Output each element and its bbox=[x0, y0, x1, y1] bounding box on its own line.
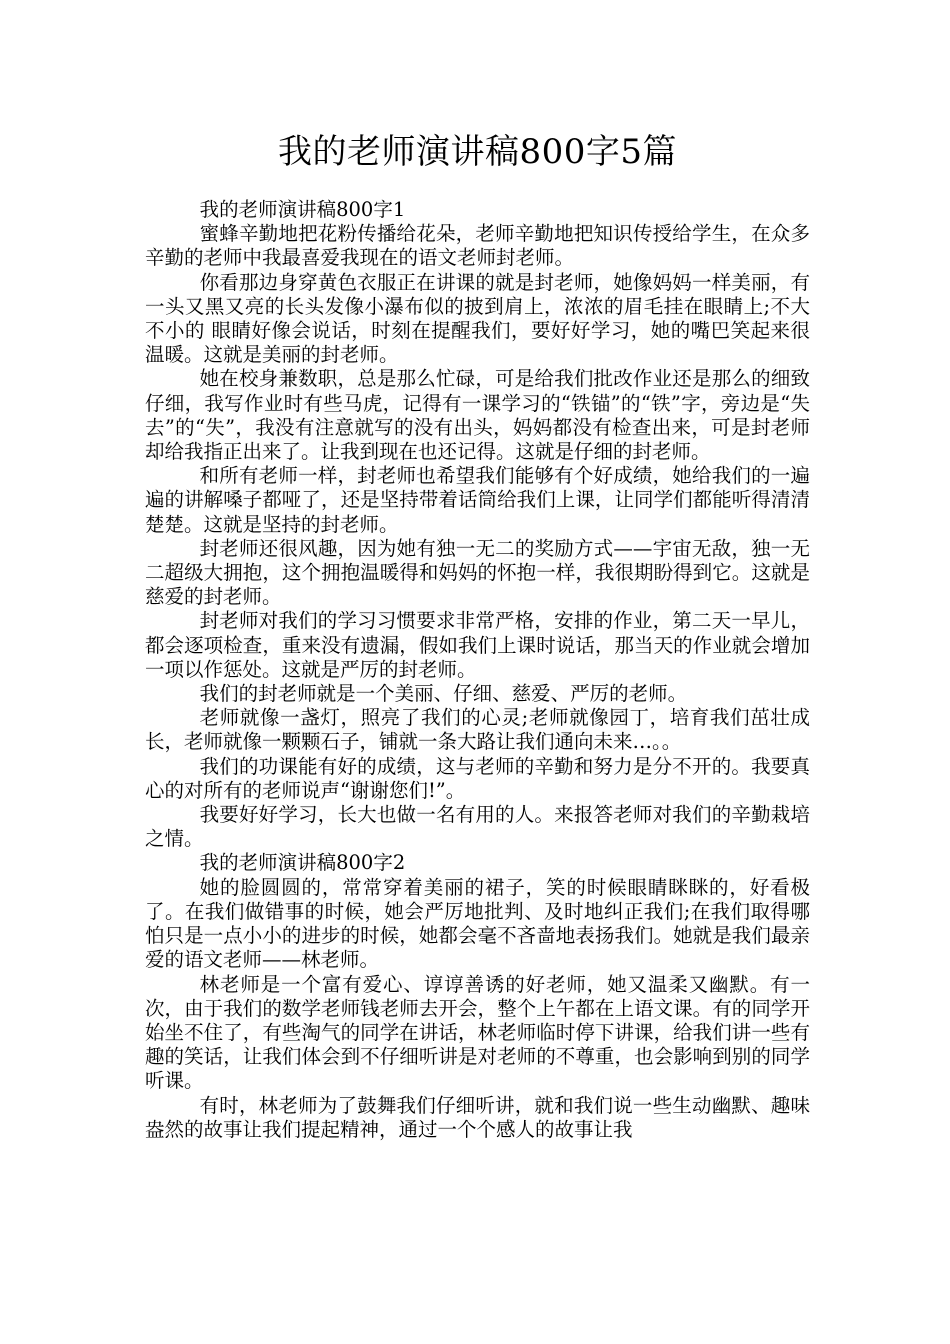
paragraph: 蜜蜂辛勤地把花粉传播给花朵，老师辛勤地把知识传授给学生，在众多辛勤的老师中我最喜爱我现在的语文老师封老师。 bbox=[145, 222, 810, 270]
section-heading-2: 我的老师演讲稿800字2 bbox=[199, 851, 406, 875]
paragraph: 我们的功课能有好的成绩，这与老师的辛勤和努力是分不开的。我要真心的对所有的老师说声“谢谢您们!”。 bbox=[145, 754, 810, 802]
document-body bbox=[145, 198, 810, 1142]
paragraph: 我们的封老师就是一个美丽、仔细、慈爱、严厉的老师。 bbox=[199, 682, 688, 706]
paragraph: 她的脸圆圆的，常常穿着美丽的裙子，笑的时候眼睛眯眯的，好看极了。在我们做错事的时候，她会严厉地批判、及时地纠正我们;在我们取得哪怕只是一点小小的进步的时候，她都会毫不吝啬地表扬我们。她就是我们最亲爱的语文老师——林老师。 bbox=[145, 875, 810, 972]
section-heading-1: 我的老师演讲稿800字1 bbox=[199, 198, 406, 221]
paragraph: 有时，林老师为了鼓舞我们仔细听讲，就和我们说一些生动幽默、趣味盎然的故事让我们提起精神，通过一个个感人的故事让我 bbox=[145, 1093, 810, 1141]
paragraph: 你看那边身穿黄色衣服正在讲课的就是封老师，她像妈妈一样美丽，有一头又黑又亮的长头发像小瀑布似的披到肩上，浓浓的眉毛挂在眼睛上;不大不小的 眼睛好像会说话，时刻在提醒我们，要好好学习，她的嘴巴笑起来很温暖。这就是美丽的封老师。 bbox=[145, 270, 810, 367]
paragraph: 老师就像一盏灯，照亮了我们的心灵;老师就像园丁，培育我们茁壮成长，老师就像一颗颗石子，铺就一条大路让我们通向未来…。。 bbox=[145, 706, 810, 754]
paragraph: 我要好好学习，长大也做一名有用的人。来报答老师对我们的辛勤栽培之情。 bbox=[145, 803, 810, 851]
paragraph: 和所有老师一样，封老师也希望我们能够有个好成绩，她给我们的一遍遍的讲解嗓子都哑了，还是坚持带着话筒给我们上课，让同学们都能听得清清楚楚。这就是坚持的封老师。 bbox=[145, 464, 810, 536]
paragraph: 封老师对我们的学习习惯要求非常严格，安排的作业，第二天一早儿，都会逐项检查，重来没有遗漏，假如我们上课时说话，那当天的作业就会增加一项以作惩处。这就是严厉的封老师。 bbox=[145, 609, 810, 681]
document-page bbox=[145, 130, 810, 1142]
paragraph: 封老师还很风趣，因为她有独一无二的奖励方式——宇宙无敌，独一无二超级大拥抱，这个拥抱温暖得和妈妈的怀抱一样，我很期盼得到它。这就是慈爱的封老师。 bbox=[145, 536, 810, 609]
paragraph: 她在校身兼数职，总是那么忙碌，可是给我们批改作业还是那么的细致仔细，我写作业时有些马虎，记得有一课学习的“铁锚”的“铁”字，旁边是“失去”的“失”，我没有注意就写的没有出头，妈妈都没有检查出来，可是封老师却给我指正出来了。让我到现在也还记得。这就是仔细的封老师。 bbox=[145, 367, 810, 464]
paragraph: 林老师是一个富有爱心、谆谆善诱的好老师，她又温柔又幽默。有一次，由于我们的数学老师钱老师去开会，整个上午都在上语文课。有的同学开始坐不住了，有些淘气的同学在讲话，林老师临时停下讲课，给我们讲一些有趣的笑话，让我们体会到不仔细听讲是对老师的不尊重，也会影响到别的同学听课。 bbox=[145, 972, 810, 1093]
document-title: 我的老师演讲稿800字5篇 bbox=[277, 132, 678, 172]
